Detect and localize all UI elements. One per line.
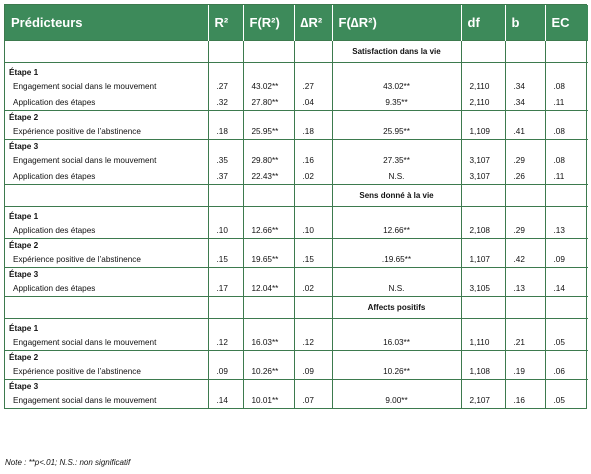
- table-note: Note : **p<.01; N.S.: non significatif: [5, 458, 131, 467]
- ec-cell: .05: [545, 392, 588, 408]
- step-spacer: [461, 111, 505, 124]
- section-spacer: [294, 41, 332, 63]
- step-label: Étape 1: [9, 211, 39, 221]
- f-r2-cell: 22.43**: [243, 168, 294, 185]
- ec-cell: .08: [545, 78, 588, 94]
- df-cell: 3,107: [461, 152, 505, 168]
- step-spacer: [505, 239, 545, 252]
- step-spacer: [208, 268, 243, 281]
- table-row: [5, 334, 588, 351]
- r2-cell: .35: [208, 152, 243, 168]
- section-spacer: [505, 185, 545, 207]
- section-spacer: [243, 297, 294, 319]
- step-spacer: [332, 268, 461, 281]
- step-spacer: [243, 210, 294, 222]
- section-spacer: [243, 41, 294, 63]
- section-spacer: [545, 297, 588, 319]
- section-spacer: [505, 297, 545, 319]
- step-spacer: [243, 268, 294, 281]
- step-spacer: [294, 140, 332, 153]
- b-cell: .34: [505, 78, 545, 94]
- step-spacer: [545, 66, 588, 78]
- header-row: [5, 5, 588, 41]
- step-spacer: [461, 140, 505, 153]
- section-title: Satisfaction dans la vie: [332, 41, 461, 63]
- table-row: [5, 94, 588, 111]
- table-body: [5, 41, 588, 409]
- b-cell: .42: [505, 251, 545, 268]
- delta-r2-cell: .09: [294, 363, 332, 380]
- f-r2-cell: 16.03**: [243, 334, 294, 351]
- f-r2-cell: 25.95**: [243, 123, 294, 140]
- step-spacer: [461, 66, 505, 78]
- b-cell: .34: [505, 94, 545, 111]
- f-delta-r2-cell: 9.35**: [332, 94, 461, 111]
- step-spacer: [294, 111, 332, 124]
- predictor-cell: Engagement social dans le mouvement: [13, 337, 157, 347]
- regression-table: [4, 4, 587, 409]
- ec-cell: .06: [545, 363, 588, 380]
- step-spacer: [545, 239, 588, 252]
- step-spacer: [461, 322, 505, 334]
- b-cell: .16: [505, 392, 545, 408]
- step-spacer: [294, 268, 332, 281]
- step-row: [5, 111, 588, 124]
- b-cell: .19: [505, 363, 545, 380]
- table-row: [5, 152, 588, 168]
- step-spacer: [208, 322, 243, 334]
- header-predicteurs: Prédicteurs: [5, 5, 208, 41]
- section-spacer: [461, 41, 505, 63]
- step-spacer: [332, 111, 461, 124]
- f-r2-cell: 43.02**: [243, 78, 294, 94]
- step-spacer: [243, 66, 294, 78]
- f-r2-cell: 19.65**: [243, 251, 294, 268]
- step-spacer: [294, 66, 332, 78]
- b-cell: .29: [505, 152, 545, 168]
- step-spacer: [294, 322, 332, 334]
- step-label: Étape 3: [5, 380, 208, 393]
- step-row: [5, 351, 588, 364]
- predictor-cell: Expérience positive de l’abstinence: [13, 254, 141, 264]
- step-spacer: [461, 351, 505, 364]
- f-delta-r2-cell: 12.66**: [332, 222, 461, 239]
- section-spacer: [243, 185, 294, 207]
- header-r2: R²: [208, 5, 243, 41]
- delta-r2-cell: .10: [294, 222, 332, 239]
- delta-r2-cell: .15: [294, 251, 332, 268]
- step-spacer: [294, 351, 332, 364]
- section-spacer: [208, 185, 243, 207]
- table-row: [5, 123, 588, 140]
- section-spacer: [208, 297, 243, 319]
- step-spacer: [208, 111, 243, 124]
- df-cell: 2,108: [461, 222, 505, 239]
- step-row: [5, 239, 588, 252]
- section-spacer: [208, 41, 243, 63]
- predictor-cell: Engagement social dans le mouvement: [13, 395, 157, 405]
- step-spacer: [461, 239, 505, 252]
- step-spacer: [505, 268, 545, 281]
- step-label: Étape 3: [5, 268, 208, 281]
- step-row: [5, 380, 588, 393]
- delta-r2-cell: .12: [294, 334, 332, 351]
- ec-cell: .09: [545, 251, 588, 268]
- step-spacer: [294, 380, 332, 393]
- f-delta-r2-cell: 16.03**: [332, 334, 461, 351]
- step-spacer: [332, 239, 461, 252]
- header-b: b: [505, 5, 545, 41]
- step-spacer: [243, 111, 294, 124]
- f-delta-r2-cell: N.S.: [332, 280, 461, 297]
- r2-cell: .15: [208, 251, 243, 268]
- section-spacer: [5, 185, 208, 207]
- predictor-cell: Expérience positive de l’abstinence: [13, 126, 141, 136]
- section-spacer: [5, 41, 208, 63]
- ec-cell: .05: [545, 334, 588, 351]
- ec-cell: .14: [545, 280, 588, 297]
- table-row: [5, 222, 588, 239]
- f-delta-r2-cell: 9.00**: [332, 392, 461, 408]
- step-spacer: [505, 111, 545, 124]
- predictor-cell: Engagement social dans le mouvement: [13, 155, 157, 165]
- df-cell: 2,110: [461, 94, 505, 111]
- table-row: [5, 251, 588, 268]
- section-spacer: [545, 41, 588, 63]
- step-label: Étape 2: [5, 111, 208, 124]
- step-spacer: [208, 140, 243, 153]
- r2-cell: .17: [208, 280, 243, 297]
- step-label: Étape 1: [9, 323, 39, 333]
- df-cell: 2,107: [461, 392, 505, 408]
- r2-cell: .37: [208, 168, 243, 185]
- step-spacer: [545, 351, 588, 364]
- delta-r2-cell: .02: [294, 168, 332, 185]
- f-delta-r2-cell: N.S.: [332, 168, 461, 185]
- df-cell: 1,108: [461, 363, 505, 380]
- step-row: [5, 140, 588, 153]
- df-cell: 1,107: [461, 251, 505, 268]
- df-cell: 1,110: [461, 334, 505, 351]
- f-delta-r2-cell: .19.65**: [332, 251, 461, 268]
- step-label: Étape 3: [5, 140, 208, 153]
- table-row: [5, 280, 588, 297]
- section-title: Affects positifs: [332, 297, 461, 319]
- predictor-cell: Application des étapes: [13, 171, 96, 181]
- step-spacer: [294, 239, 332, 252]
- f-r2-cell: 27.80**: [243, 94, 294, 111]
- step-spacer: [243, 322, 294, 334]
- delta-r2-cell: .18: [294, 123, 332, 140]
- step-spacer: [294, 210, 332, 222]
- section-spacer: [545, 185, 588, 207]
- step-spacer: [243, 239, 294, 252]
- f-r2-cell: 12.04**: [243, 280, 294, 297]
- step-row: [5, 268, 588, 281]
- header-f-r2: F(R²): [243, 5, 294, 41]
- r2-cell: .14: [208, 392, 243, 408]
- header-df: df: [461, 5, 505, 41]
- table-row: [5, 363, 588, 380]
- ec-cell: .11: [545, 94, 588, 111]
- predictor-cell: Engagement social dans le mouvement: [13, 81, 157, 91]
- f-r2-cell: 10.01**: [243, 392, 294, 408]
- header-delta-r2: ∆R²: [294, 5, 332, 41]
- step-spacer: [208, 239, 243, 252]
- step-spacer: [243, 380, 294, 393]
- delta-r2-cell: .07: [294, 392, 332, 408]
- table-row: [5, 392, 588, 408]
- f-delta-r2-cell: 25.95**: [332, 123, 461, 140]
- ec-cell: .08: [545, 123, 588, 140]
- step-label: Étape 1: [9, 67, 39, 77]
- b-cell: .29: [505, 222, 545, 239]
- step-row: [5, 322, 588, 334]
- df-cell: 1,109: [461, 123, 505, 140]
- section-spacer: [461, 185, 505, 207]
- step-spacer: [208, 351, 243, 364]
- r2-cell: .32: [208, 94, 243, 111]
- delta-r2-cell: .04: [294, 94, 332, 111]
- step-spacer: [332, 380, 461, 393]
- section-header-row: [5, 185, 588, 207]
- predictor-cell: Expérience positive de l’abstinence: [13, 366, 141, 376]
- f-delta-r2-cell: 43.02**: [332, 78, 461, 94]
- df-cell: 2,110: [461, 78, 505, 94]
- step-spacer: [332, 66, 461, 78]
- step-spacer: [505, 322, 545, 334]
- section-title: Sens donné à la vie: [332, 185, 461, 207]
- f-delta-r2-cell: 10.26**: [332, 363, 461, 380]
- predictor-cell: Application des étapes: [13, 97, 96, 107]
- df-cell: 3,105: [461, 280, 505, 297]
- b-cell: .21: [505, 334, 545, 351]
- r2-cell: .12: [208, 334, 243, 351]
- section-spacer: [461, 297, 505, 319]
- step-spacer: [243, 140, 294, 153]
- step-spacer: [545, 322, 588, 334]
- table-row: [5, 78, 588, 94]
- step-spacer: [505, 210, 545, 222]
- ec-cell: .08: [545, 152, 588, 168]
- f-r2-cell: 29.80**: [243, 152, 294, 168]
- step-spacer: [461, 268, 505, 281]
- step-spacer: [461, 210, 505, 222]
- step-row: [5, 210, 588, 222]
- section-header-row: [5, 297, 588, 319]
- f-r2-cell: 12.66**: [243, 222, 294, 239]
- delta-r2-cell: .27: [294, 78, 332, 94]
- step-spacer: [545, 268, 588, 281]
- step-spacer: [332, 351, 461, 364]
- delta-r2-cell: .02: [294, 280, 332, 297]
- step-spacer: [545, 111, 588, 124]
- ec-cell: .13: [545, 222, 588, 239]
- predictor-cell: Application des étapes: [13, 225, 96, 235]
- r2-cell: .10: [208, 222, 243, 239]
- step-spacer: [505, 380, 545, 393]
- step-spacer: [332, 210, 461, 222]
- section-spacer: [505, 41, 545, 63]
- section-header-row: [5, 41, 588, 63]
- step-spacer: [208, 66, 243, 78]
- step-spacer: [545, 210, 588, 222]
- header-f-delta-r2: F(∆R²): [332, 5, 461, 41]
- r2-cell: .27: [208, 78, 243, 94]
- f-delta-r2-cell: 27.35**: [332, 152, 461, 168]
- step-spacer: [545, 380, 588, 393]
- step-spacer: [505, 66, 545, 78]
- step-spacer: [505, 140, 545, 153]
- step-label: Étape 2: [5, 351, 208, 364]
- df-cell: 3,107: [461, 168, 505, 185]
- step-spacer: [243, 351, 294, 364]
- step-spacer: [461, 380, 505, 393]
- r2-cell: .18: [208, 123, 243, 140]
- b-cell: .41: [505, 123, 545, 140]
- header-ec: EC: [545, 5, 588, 41]
- section-spacer: [294, 185, 332, 207]
- step-spacer: [208, 380, 243, 393]
- b-cell: .26: [505, 168, 545, 185]
- step-spacer: [505, 351, 545, 364]
- step-spacer: [545, 140, 588, 153]
- table-row: [5, 168, 588, 185]
- section-spacer: [5, 297, 208, 319]
- section-spacer: [294, 297, 332, 319]
- step-spacer: [332, 322, 461, 334]
- f-r2-cell: 10.26**: [243, 363, 294, 380]
- predictor-cell: Application des étapes: [13, 283, 96, 293]
- delta-r2-cell: .16: [294, 152, 332, 168]
- b-cell: .13: [505, 280, 545, 297]
- step-label: Étape 2: [5, 239, 208, 252]
- step-row: [5, 66, 588, 78]
- ec-cell: .11: [545, 168, 588, 185]
- step-spacer: [208, 210, 243, 222]
- step-spacer: [332, 140, 461, 153]
- r2-cell: .09: [208, 363, 243, 380]
